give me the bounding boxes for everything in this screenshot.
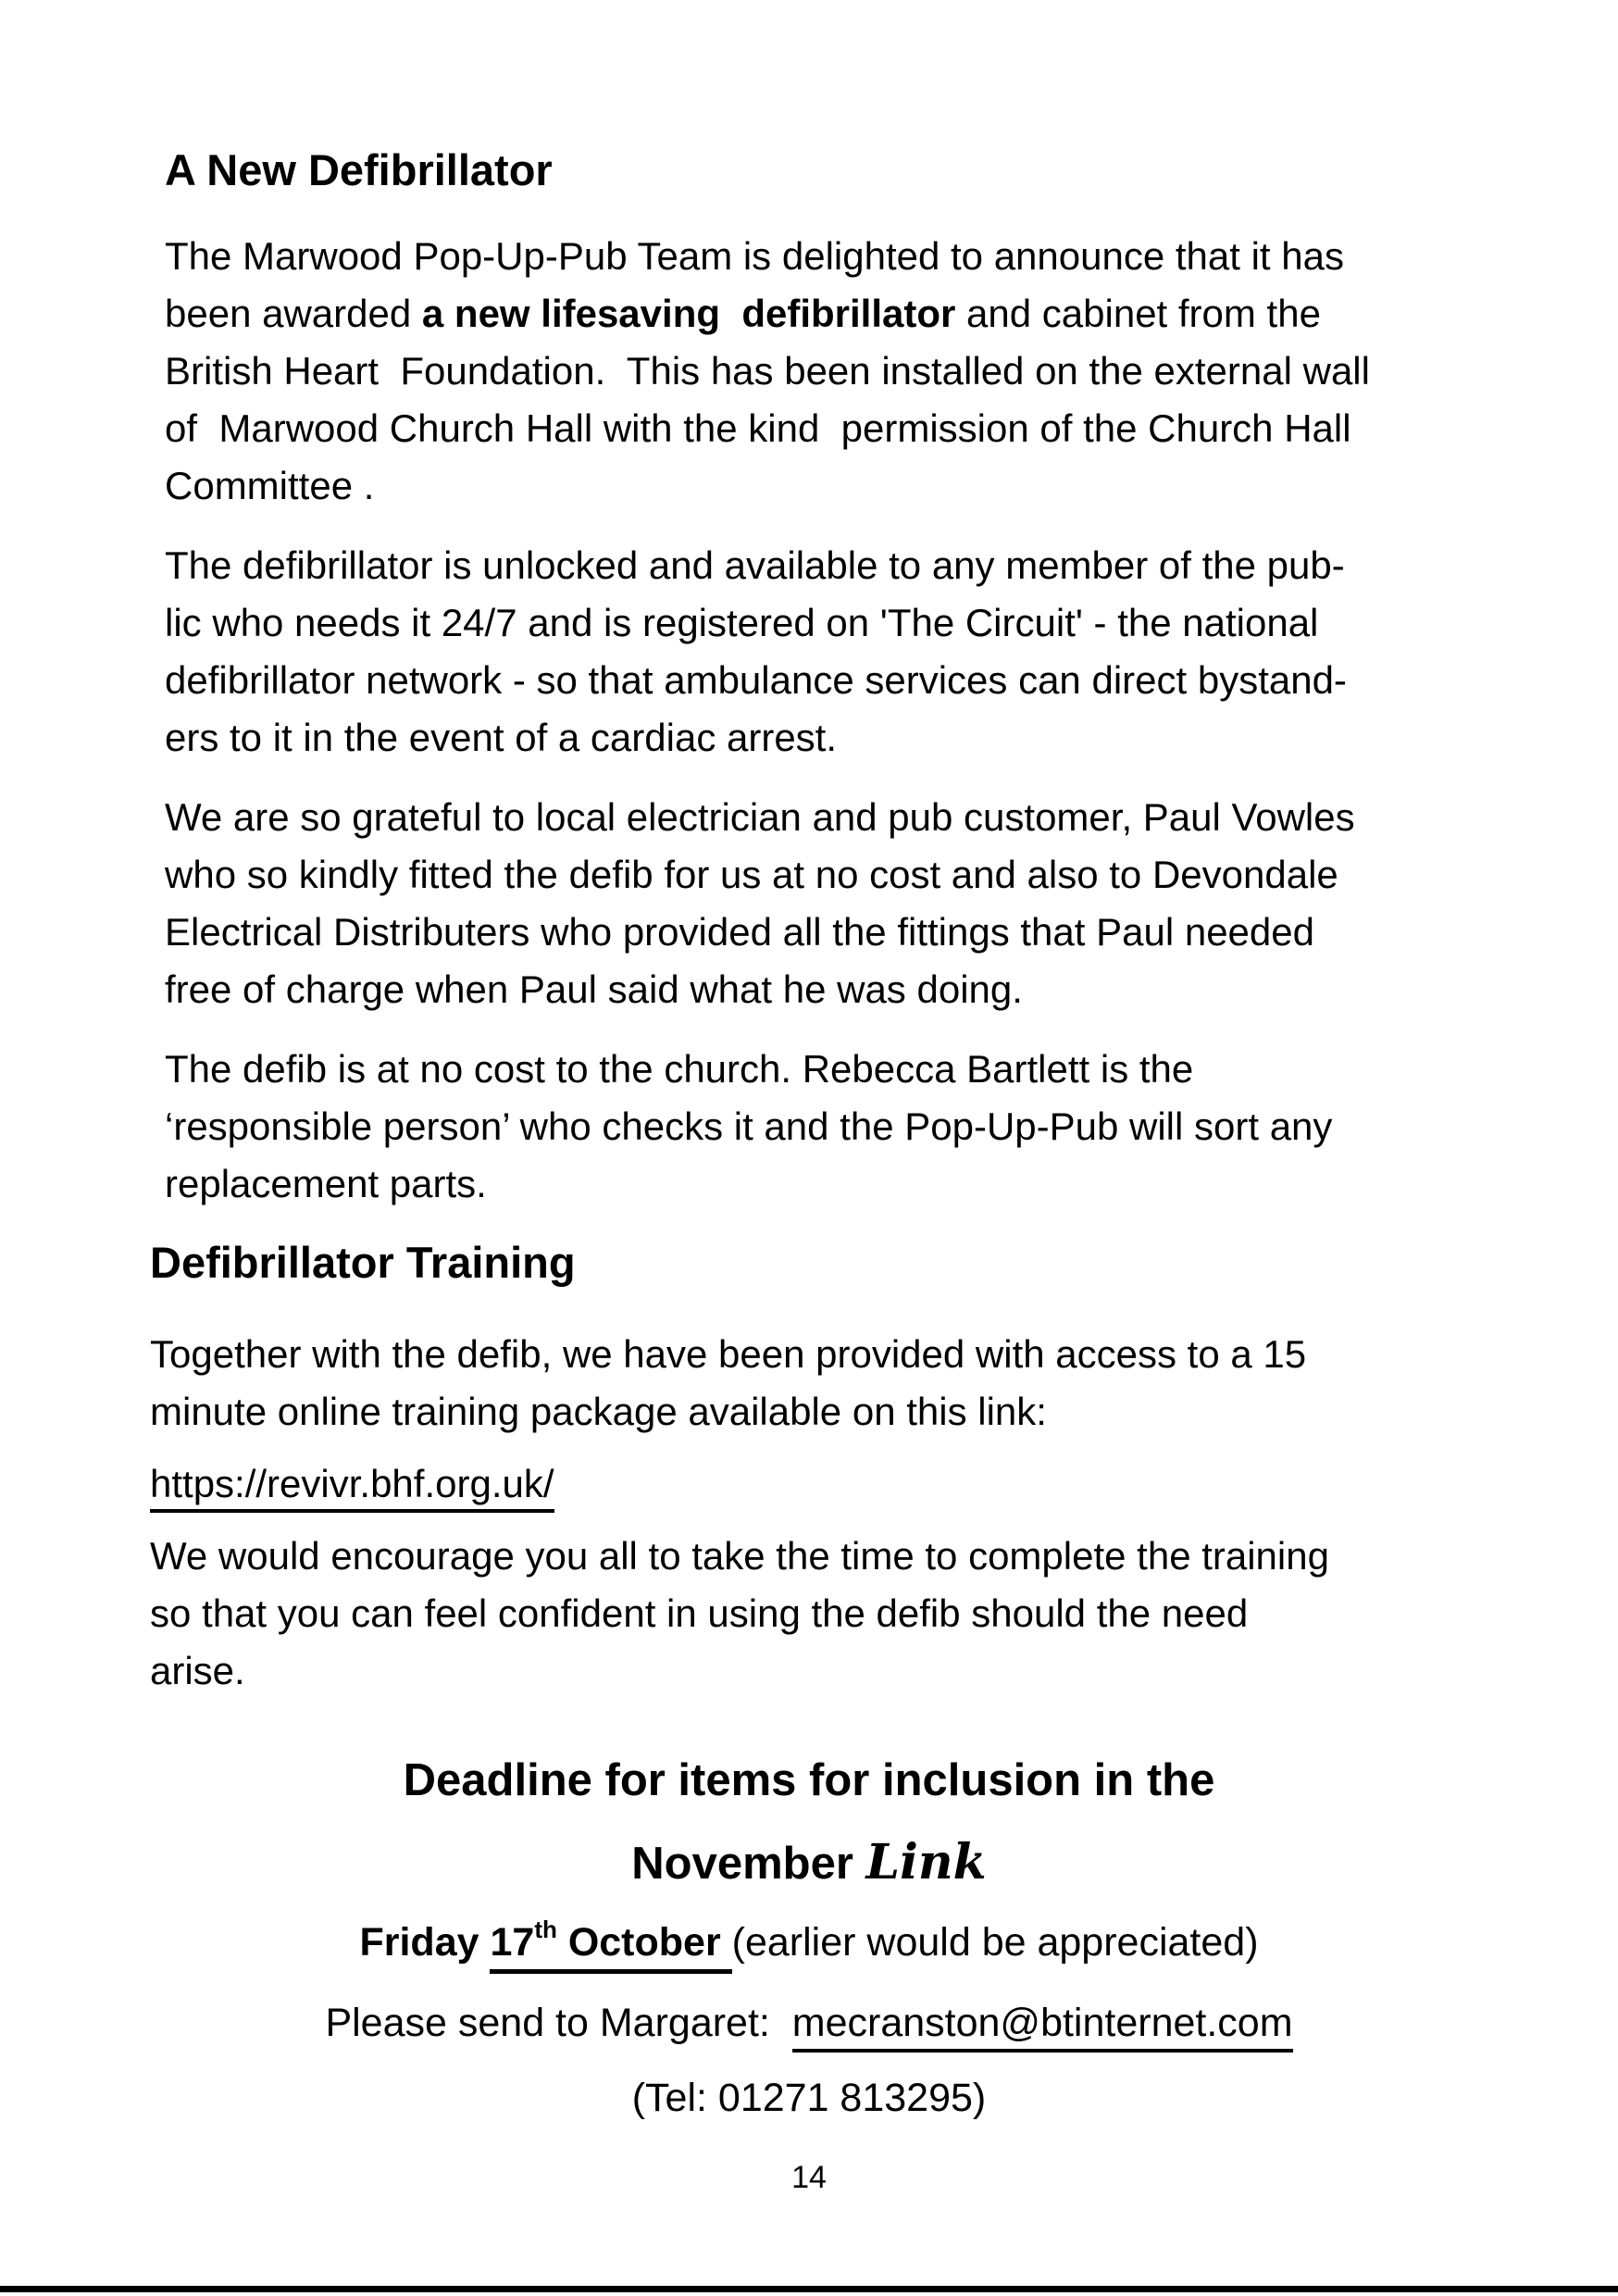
deadline-heading: Deadline for items for inclusion in the xyxy=(403,1755,1215,1805)
article-training xyxy=(150,1237,1562,1700)
deadline-date-line xyxy=(0,1917,1618,1968)
deadline-notice xyxy=(0,1753,1618,2198)
date-day: Friday xyxy=(359,1920,491,1965)
date-underline xyxy=(490,1915,732,1974)
article-title: Defibrillator Training xyxy=(150,1238,576,1287)
date-month: October xyxy=(556,1920,732,1965)
send-line xyxy=(0,1998,1618,2049)
paragraph xyxy=(165,228,1562,515)
paragraph: Together with the defib, we have been provided with access to a 15 minute online training package available on this link: xyxy=(150,1332,1307,1433)
date-number: 17 xyxy=(490,1920,535,1965)
paragraph: We would encourage you all to take the time to complete the training so that you can feel confident in using the defib should the need arise. xyxy=(150,1534,1329,1692)
newsletter-name: Link xyxy=(865,1834,987,1890)
training-link[interactable]: https://revivr.bhf.org.uk/ xyxy=(150,1462,554,1513)
link-line xyxy=(150,1455,1562,1513)
bottom-rule xyxy=(0,2286,1618,2292)
paragraph: We are so grateful to local electrician and pub customer, Paul Vowles who so kindly fitted the defib for us at no cost and also to Devondale Electrical Distributers who provided all the fittings that Paul needed free of charge when Paul said what he was doing. xyxy=(165,795,1355,1011)
paragraph-text: and cabinet from the British Heart Foundation. This has been installed on the external wall of Marwood Church Hall with the kind permission of the Church Hall Committee . xyxy=(165,292,1370,507)
paragraph: The defibrillator is unlocked and available to any member of the pub- lic who needs it 24/7 and is registered on 'The Circuit' - the national defibrillator network - so that ambulance services can direct bystand- ers to it in the event of a cardiac arrest. xyxy=(165,543,1347,759)
newsletter-month: November xyxy=(631,1839,866,1889)
email-link[interactable]: mecranston@btinternet.com xyxy=(792,2001,1293,2053)
bold-emphasis: a new lifesaving defibrillator xyxy=(421,292,956,335)
paragraph-text: The Marwood Pop-Up-Pub Team is delighted to announce that it has been awarded xyxy=(165,234,1344,335)
send-instruction: Please send to Margaret: xyxy=(325,2001,792,2045)
date-note: (earlier would be appreciated) xyxy=(731,1920,1259,1965)
date-ordinal-suffix: th xyxy=(534,1915,557,1943)
paragraph: The defib is at no cost to the church. Rebecca Bartlett is the ‘responsible person’ who checks it and the Pop-Up-Pub will sort any replacement parts. xyxy=(165,1047,1333,1205)
newsletter-month-line xyxy=(0,1835,1618,1891)
page-number: 14 xyxy=(791,2160,827,2195)
article-title: A New Defibrillator xyxy=(165,145,553,194)
tel-line: (Tel: 01271 813295) xyxy=(631,2076,987,2120)
article-defibrillator xyxy=(165,144,1562,1213)
